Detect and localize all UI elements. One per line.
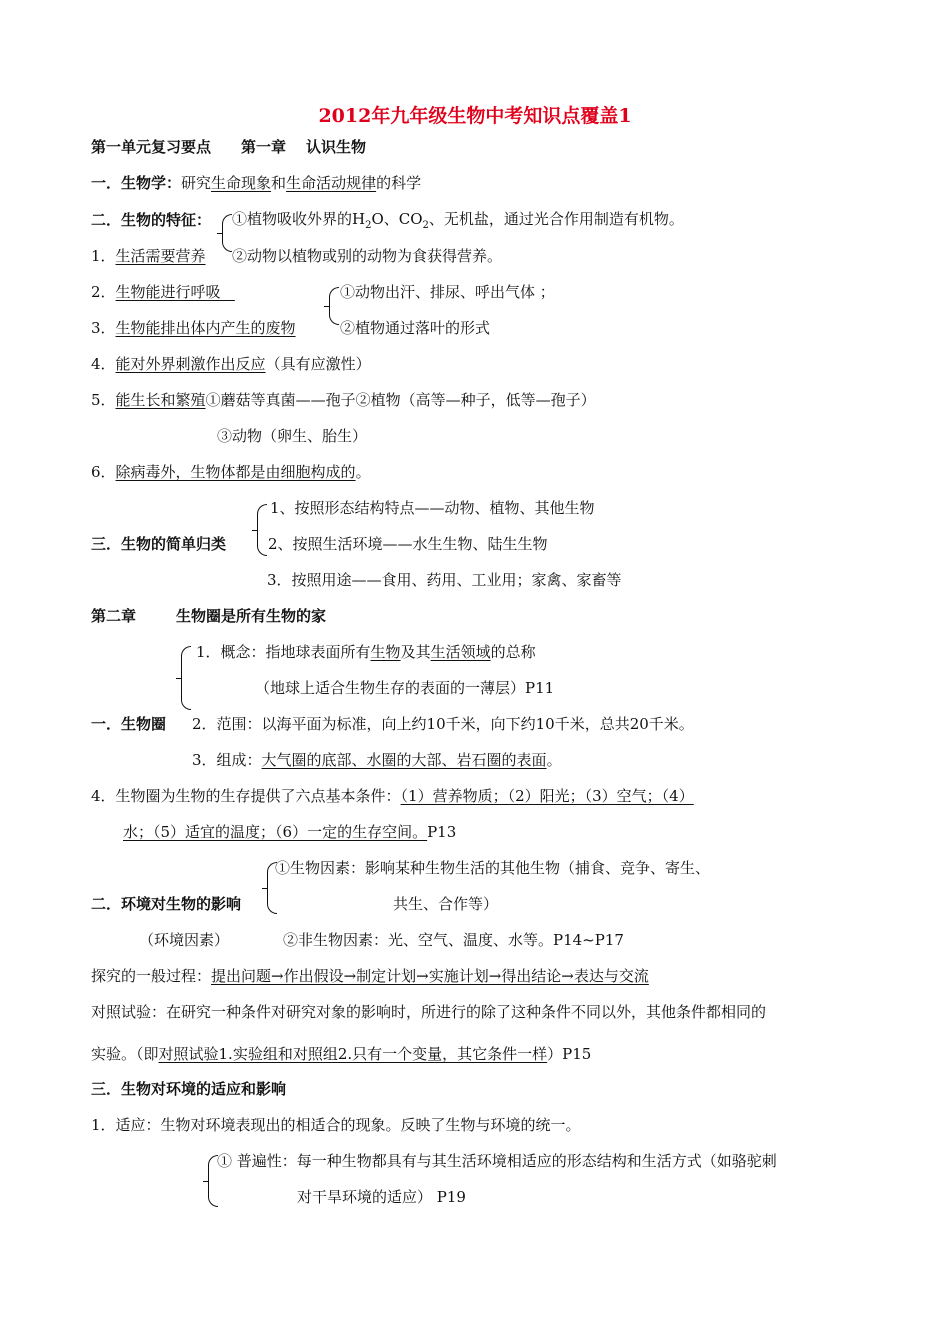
- biosphere-composition: [192, 750, 562, 770]
- underlined-term: 水；（5）适宜的温度；（6）一定的生存空间。: [123, 823, 428, 841]
- text: 实验。（即: [91, 1045, 159, 1063]
- chapter-number: 第一章: [241, 138, 287, 156]
- underlined-term: 生活领域: [430, 643, 491, 661]
- number: 2．: [91, 283, 116, 301]
- text: （具有应激性）: [265, 355, 371, 373]
- six-conditions-cont: [123, 822, 456, 842]
- underlined-term: 生命现象: [211, 174, 272, 192]
- underlined-term: 能对外界刺激作出反应: [115, 355, 266, 373]
- text: 。: [546, 751, 562, 769]
- feature-6: [91, 462, 371, 482]
- brace: [222, 214, 232, 252]
- environment-factors-label: （环境因素）: [139, 931, 230, 949]
- biotic-factors-cont: 共生、合作等）: [393, 895, 499, 913]
- text: P13: [427, 823, 457, 841]
- underlined-term: 生命活动规律: [286, 174, 377, 192]
- control-experiment-cont: [91, 1044, 591, 1064]
- classification-1: 1、按照形态结构特点——动物、植物、其他生物: [270, 499, 595, 517]
- underlined-term: （1）营养物质；（2）阳光；（3）空气；（4）: [400, 787, 694, 805]
- underlined-term: 生活需要营养: [115, 247, 206, 265]
- text: 和: [271, 174, 287, 192]
- text: 3．组成：: [192, 751, 262, 769]
- underlined-term: 生物能进行呼吸: [115, 283, 221, 301]
- text: 探究的一般过程：: [91, 967, 212, 985]
- feature-3: [91, 318, 296, 338]
- classification-2: 2、按照生活环境——水生生物、陆生生物: [268, 535, 548, 553]
- text: 研究: [181, 174, 212, 192]
- underlined-term: 提出问题→作出假设→制定计划→实施计划→得出结论→表达与交流: [211, 967, 649, 985]
- underlined-term: 能生长和繁殖: [115, 391, 206, 409]
- subscript: 2: [422, 220, 429, 231]
- brace: [181, 646, 191, 710]
- section-label: 二．生物的特征：: [91, 211, 212, 229]
- text: O、CO: [371, 210, 423, 228]
- text: 。: [355, 463, 371, 481]
- classification-3: 3．按照用途——食用、药用、工业用；家禽、家畜等: [267, 571, 622, 589]
- text: ①植物吸收外界的H: [232, 210, 366, 228]
- text: 4．生物圈为生物的生存提供了六点基本条件：: [91, 787, 401, 805]
- chapter-2-heading: [91, 606, 326, 626]
- nutrition-animals: ②动物以植物或别的动物为食获得营养。: [232, 247, 503, 265]
- text: 的总称: [490, 643, 536, 661]
- number: 4．: [91, 355, 116, 373]
- subscript: 2: [365, 220, 372, 231]
- biotic-factors: ①生物因素：影响某种生物生活的其他生物（捕食、竞争、寄生、: [275, 859, 711, 877]
- underlined-term: 大气圈的底部、水圈的大部、岩石圈的表面: [261, 751, 547, 769]
- section-label: 一．生物圈: [91, 715, 167, 733]
- feature-2: [91, 282, 235, 302]
- brace: [329, 287, 339, 325]
- unit-heading: [91, 137, 366, 157]
- biosphere-range: 2．范围：以海平面为标准，向上约10千米，向下约10千米，总共20千米。: [192, 715, 694, 733]
- chapter-title: 生物圈是所有生物的家: [176, 607, 327, 625]
- adaptation-definition: 1．适应：生物对环境表现出的相适合的现象。反映了生物与环境的统一。: [91, 1116, 581, 1134]
- section-label: 三．生物对环境的适应和影响: [91, 1080, 287, 1098]
- text: 1．概念：指地球表面所有: [196, 643, 371, 661]
- six-conditions: [91, 786, 694, 806]
- text: 的科学: [376, 174, 422, 192]
- nutrition-plants: [232, 209, 684, 236]
- page-title: 2012年九年级生物中考知识点覆盖1: [318, 105, 632, 127]
- section-label: 三．生物的简单归类: [91, 535, 227, 553]
- inquiry-process: [91, 966, 649, 986]
- control-experiment: 对照试验：在研究一种条件对研究对象的影响时，所进行的除了这种条件不同以外，其他条件都相同的: [91, 1003, 767, 1021]
- underlined-term: 生物能排出体内产生的废物: [115, 319, 296, 337]
- feature-5-animals: ③动物（卵生、胎生）: [217, 427, 368, 445]
- number: 5．: [91, 391, 116, 409]
- biosphere-concept: [196, 642, 536, 662]
- text: ①蘑菇等真菌——孢子②植物（高等—种子，低等—孢子）: [205, 391, 596, 409]
- adaptation-universality: ① 普遍性：每一种生物都具有与其生活环境相适应的形态结构和生活方式（如骆驼刺: [217, 1152, 777, 1170]
- feature-1: [91, 246, 206, 266]
- excretion-plants: ②植物通过落叶的形式: [340, 319, 491, 337]
- unit-title: 第一单元复习要点: [91, 138, 212, 156]
- text: 及其: [400, 643, 431, 661]
- abiotic-factors: ②非生物因素：光、空气、温度、水等。P14~P17: [283, 931, 624, 949]
- chapter-number: 第二章: [91, 607, 137, 625]
- section-label: 一．生物学：: [91, 174, 182, 192]
- chapter-title: 认识生物: [306, 138, 367, 156]
- number: 6．: [91, 463, 116, 481]
- excretion-animals: ①动物出汗、排尿、呼出气体 ；: [340, 283, 555, 301]
- underlined-term: 除病毒外，生物体都是由细胞构成的: [115, 463, 356, 481]
- brace: [257, 504, 267, 556]
- text: 、无机盐，通过光合作用制造有机物。: [428, 210, 684, 228]
- feature-4: [91, 354, 371, 374]
- adaptation-universality-cont: 对干旱环境的适应） P19: [297, 1188, 466, 1206]
- number: 1．: [91, 247, 116, 265]
- biosphere-concept-note: （地球上适合生物生存的表面的一薄层）P11: [255, 679, 555, 697]
- section-label: 二．环境对生物的影响: [91, 895, 242, 913]
- biology-definition: [91, 173, 421, 193]
- text: ）P15: [547, 1045, 592, 1063]
- number: 3．: [91, 319, 116, 337]
- underlined-term: 生物: [370, 643, 401, 661]
- underlined-term: 对照试验1.实验组和对照组2.只有一个变量，其它条件一样: [158, 1045, 548, 1063]
- feature-5: [91, 390, 596, 410]
